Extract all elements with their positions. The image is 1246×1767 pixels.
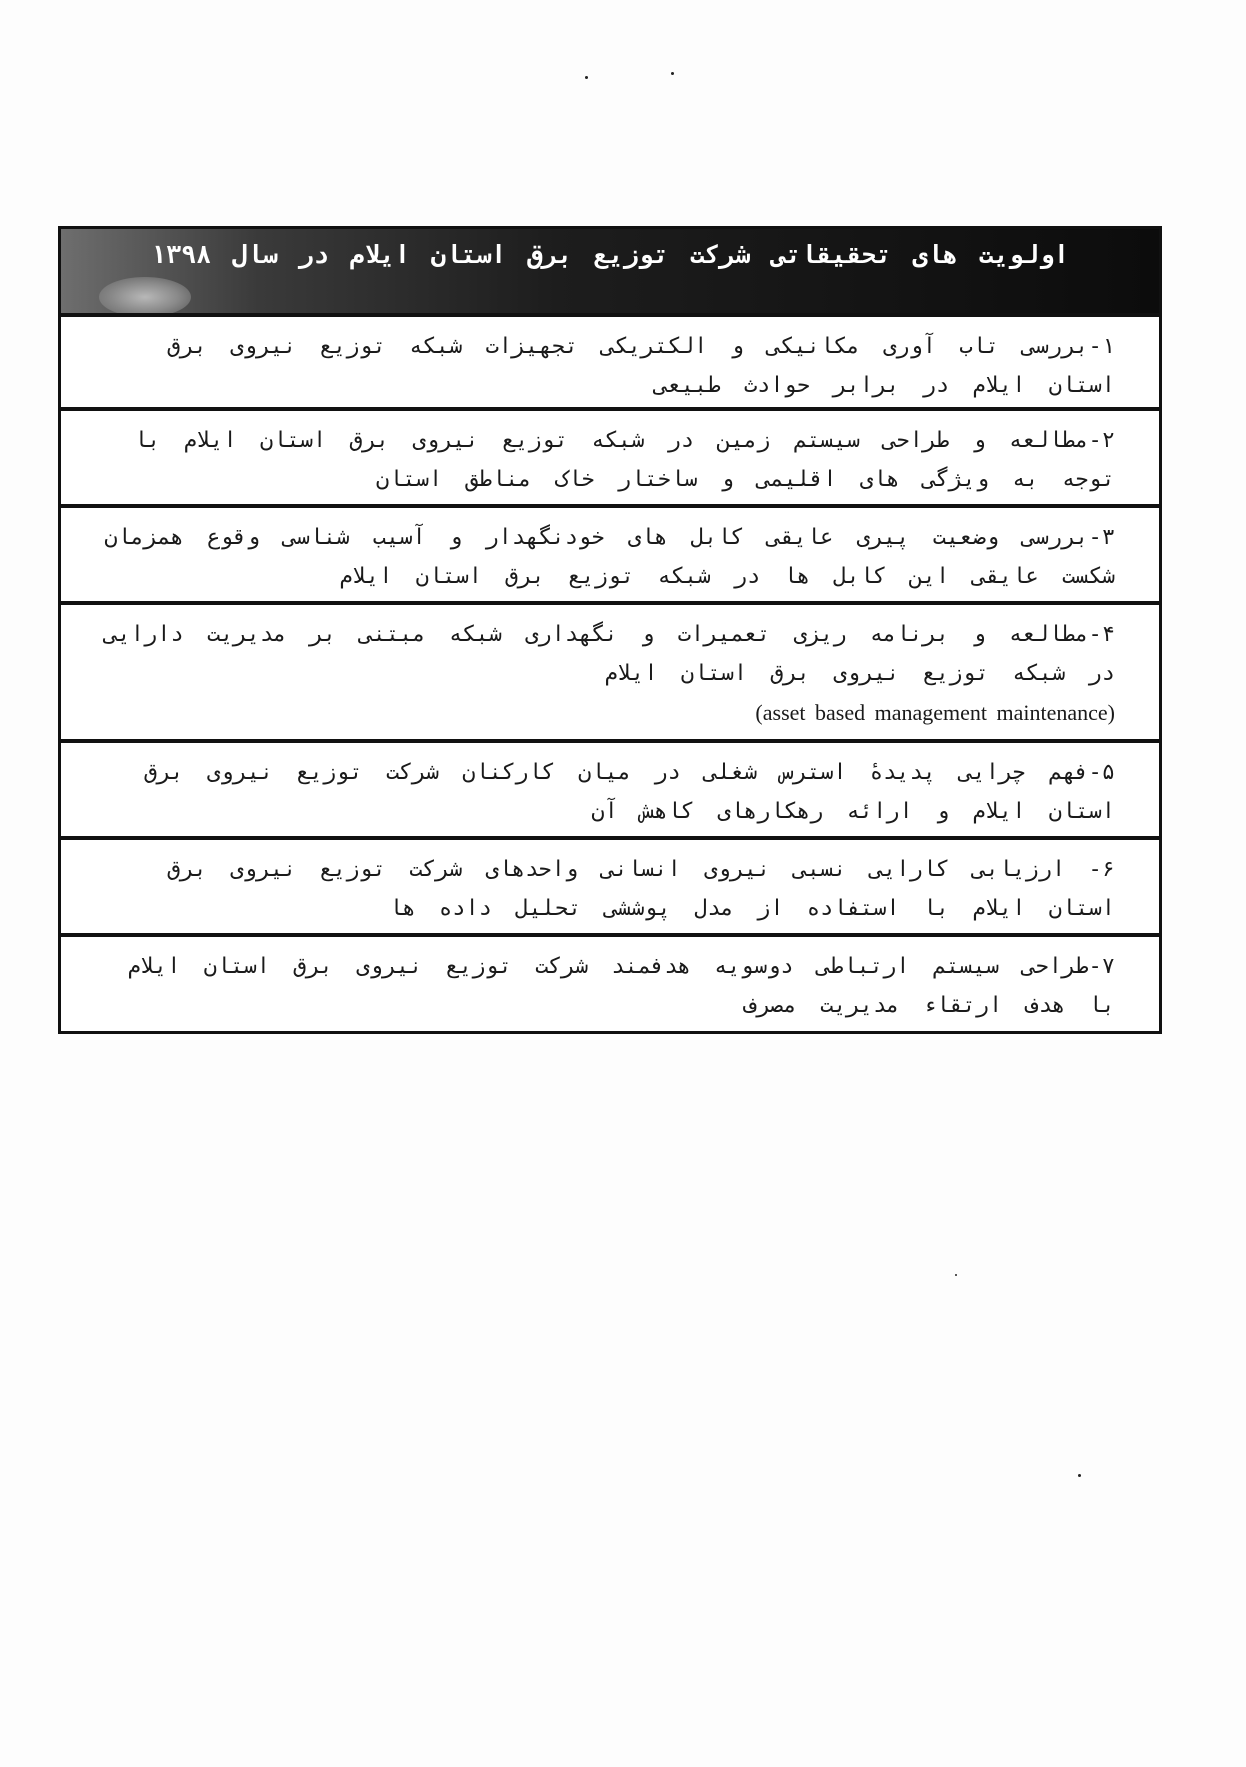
- scan-speck: [955, 1274, 957, 1276]
- table-row: [61, 836, 1159, 933]
- scan-speck: [1078, 1474, 1081, 1477]
- row-text: ۷-طراحی سیستم ارتباطی دوسویه هدفمند شرکت توزیع نیروی برق استان ایلام با هدف ارتقاء مدیریت مصرف: [127, 954, 1115, 1018]
- research-priorities-table: [58, 226, 1162, 1034]
- scan-speck: [671, 72, 674, 75]
- table-header: [61, 229, 1159, 313]
- table-row: [61, 601, 1159, 739]
- row-text: ۱-بررسی تاب آوری مکانیکی و الکتریکی تجهیزات شبکه توزیع نیروی برق استان ایلام در برابر حوادث طبیعی: [167, 334, 1115, 398]
- row-text: ۵-فهم چرایی پدیدهٔ استرس شغلی در میان کارکنان شرکت توزیع نیروی برق استان ایلام و ارائه رهکارهای کاهش آن: [144, 760, 1115, 824]
- table-row: [61, 739, 1159, 836]
- row-text: ۲-مطالعه و طراحی سیستم زمین در شبکه توزیع نیروی برق استان ایلام با توجه به ویژگی های اقلیمی و ساختار خاک مناطق استان: [134, 428, 1115, 492]
- row-text: ۴-مطالعه و برنامه ریزی تعمیرات و نگهداری شبکه مبتنی بر مدیریت دارایی در شبکه توزیع نیروی برق استان ایلام: [104, 622, 1115, 686]
- table-title: اولویت های تحقیقاتی شرکت توزیع برق استان ایلام در سال ۱۳۹۸: [151, 240, 1069, 269]
- row-text: ۳-بررسی وضعیت پیری عایقی کابل های خودنگهدار و آسیب شناسی وقوع همزمان شکست عایقی این کابل ها در شبکه توزیع برق استان ایلام: [104, 525, 1115, 589]
- header-scan-highlight: [99, 277, 191, 313]
- table-row: [61, 313, 1159, 407]
- table-row: [61, 933, 1159, 1031]
- table-row: [61, 407, 1159, 504]
- table-row: [61, 504, 1159, 601]
- row-latin-text: (asset based management maintenance): [755, 700, 1115, 725]
- row-text: ۶- ارزیابی کارایی نسبی نیروی انسانی واحدهای شرکت توزیع نیروی برق استان ایلام با استفاده از مدل پوششی تحلیل داده ها: [167, 857, 1115, 921]
- scan-speck: [585, 76, 588, 79]
